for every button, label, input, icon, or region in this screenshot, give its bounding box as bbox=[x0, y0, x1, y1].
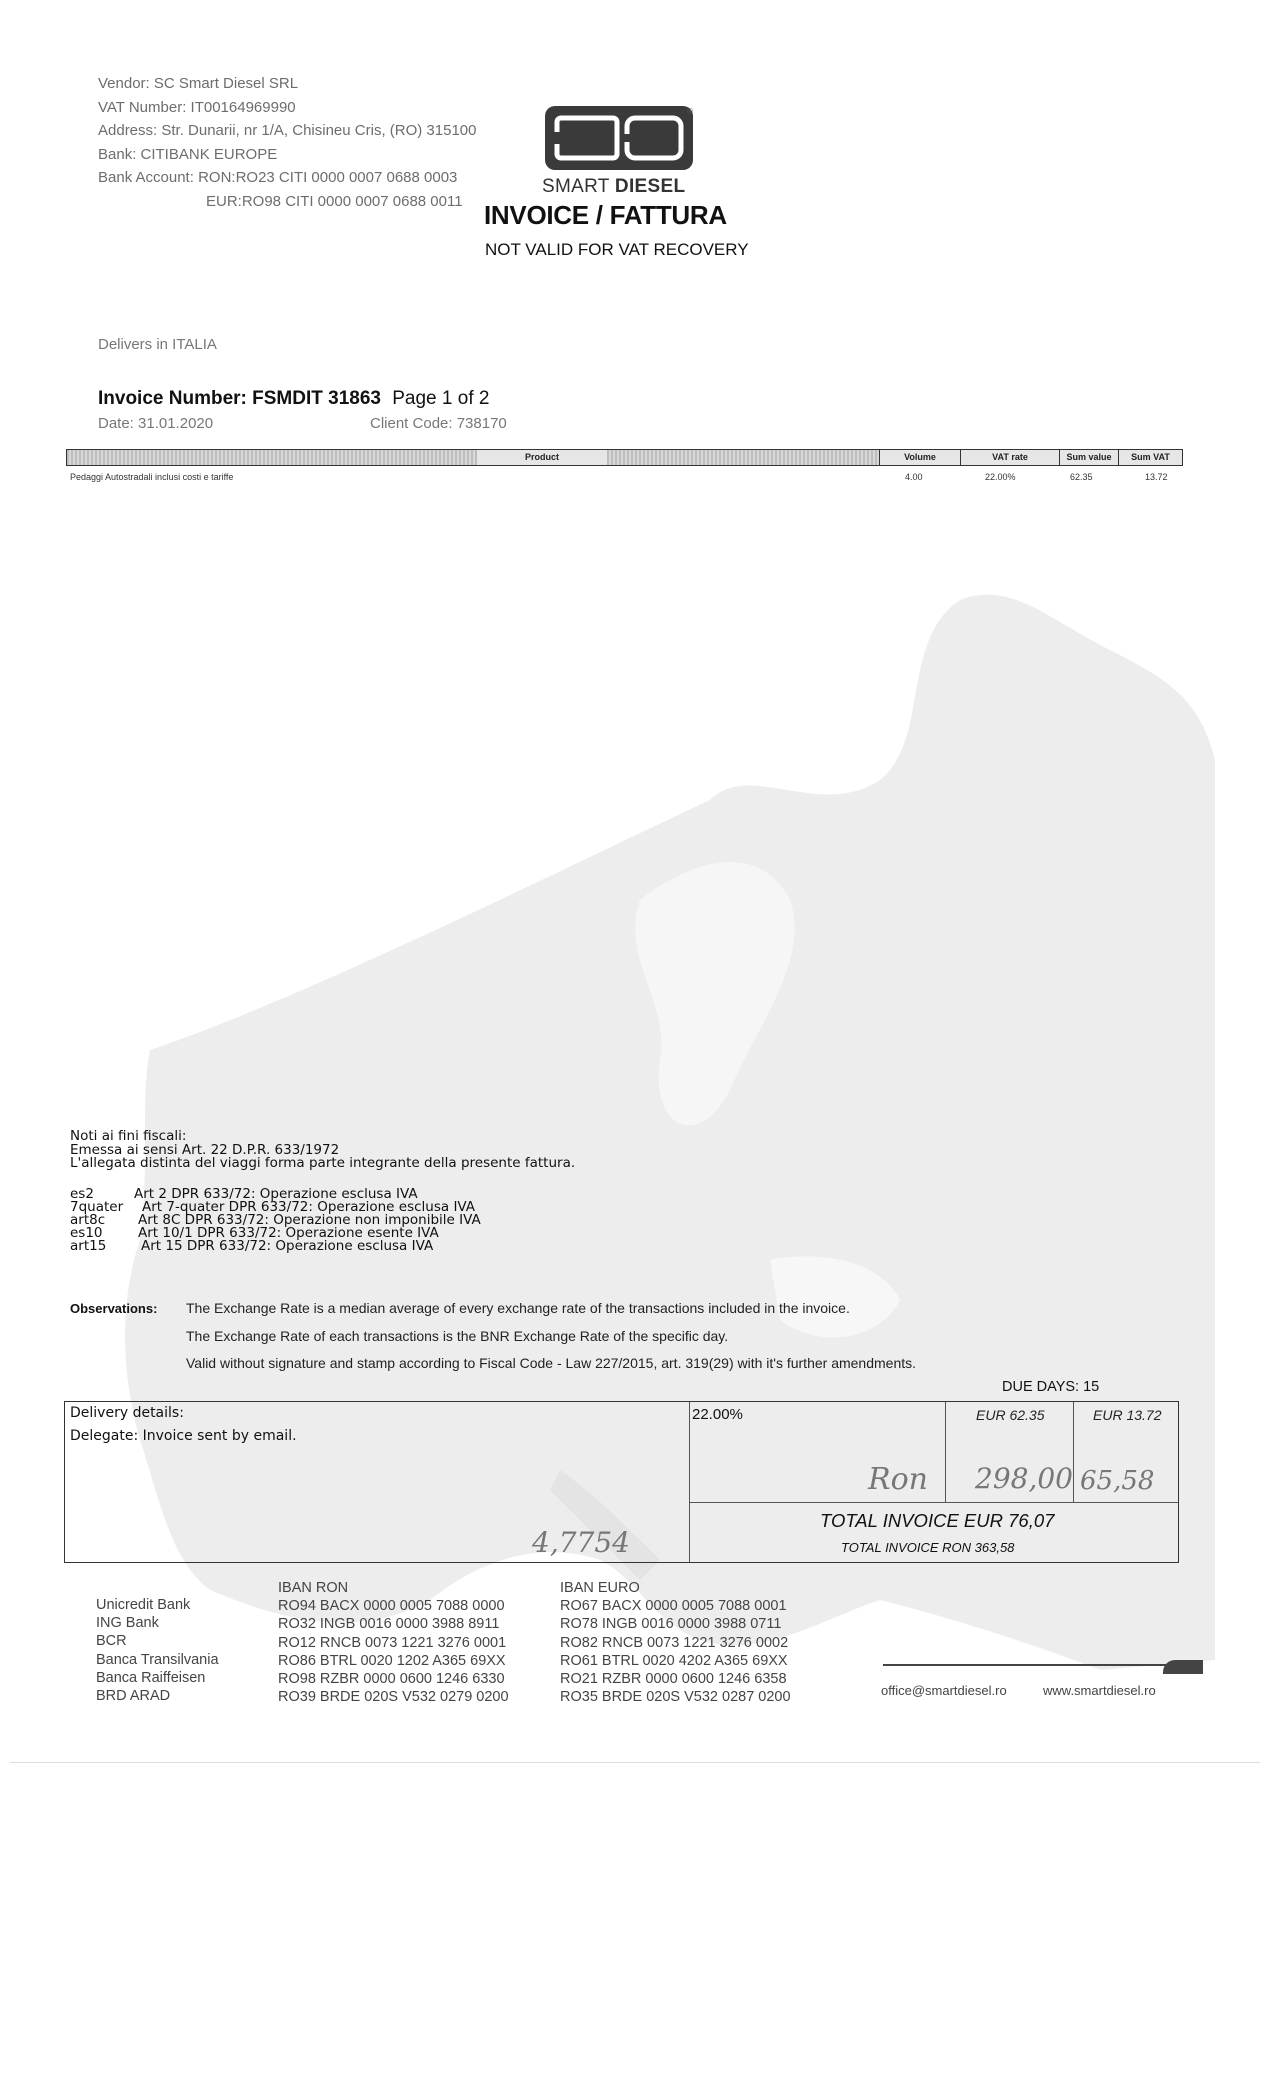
row-volume: 4.00 bbox=[905, 472, 923, 482]
iban-ron: RO94 BACX 0000 0005 7088 0000 bbox=[278, 1598, 505, 1615]
logo-word-diesel: DIESEL bbox=[614, 176, 686, 197]
invoice-number: Invoice Number: FSMDIT 31863 bbox=[98, 388, 381, 409]
iban-ron: RO86 BTRL 0020 1202 A365 69XX bbox=[278, 1652, 506, 1669]
delivery-details: Delivery details: bbox=[70, 1405, 184, 1421]
bank-name: ING Bank bbox=[96, 1615, 159, 1632]
col-sum-value: Sum value bbox=[1059, 450, 1118, 465]
delivers-in: Delivers in ITALIA bbox=[98, 336, 217, 353]
iban-eur: RO61 BTRL 0020 4202 A365 69XX bbox=[560, 1652, 788, 1669]
col-product: Product bbox=[477, 450, 607, 465]
notes-attachment: L'allegata distinta del viaggi forma parte integrante della presente fattura. bbox=[70, 1155, 576, 1171]
row-product: Pedaggi Autostradali inclusi costi e tariffe bbox=[70, 472, 234, 482]
row-vat-rate: 22.00% bbox=[985, 472, 1016, 482]
bank-name: BRD ARAD bbox=[96, 1688, 171, 1705]
vendor-vat: VAT Number: IT00164969990 bbox=[98, 98, 296, 116]
code-item bbox=[70, 1240, 433, 1253]
registered-mark: ® bbox=[687, 107, 693, 116]
product-table-header bbox=[66, 449, 1183, 466]
invoice-date: Date: 31.01.2020 bbox=[98, 415, 214, 432]
code-text: Art 7-quater DPR 633/72: Operazione esclusa IVA bbox=[142, 1199, 476, 1215]
code-text: Art 8C DPR 633/72: Operazione non imponibile IVA bbox=[138, 1212, 481, 1228]
iban-ron-header: IBAN RON bbox=[278, 1580, 349, 1596]
summary-vat-rate: 22.00% bbox=[692, 1406, 743, 1423]
col-vat-rate: VAT rate bbox=[960, 450, 1059, 465]
row-sum-vat: 13.72 bbox=[1145, 472, 1168, 482]
handwritten-exchange-rate: 4,7754 bbox=[532, 1526, 630, 1559]
vendor-bank: Bank: CITIBANK EUROPE bbox=[98, 145, 278, 163]
iban-eur-header: IBAN EURO bbox=[560, 1580, 640, 1596]
contact-website[interactable]: www.smartdiesel.ro bbox=[1043, 1683, 1156, 1698]
logo-word-smart: SMART bbox=[542, 176, 610, 197]
logo-wordmark bbox=[542, 176, 685, 198]
iban-ron: RO12 RNCB 0073 1221 3276 0001 bbox=[278, 1634, 507, 1651]
code-key: es2 bbox=[70, 1186, 94, 1202]
iban-ron: RO39 BRDE 020S V532 0279 0200 bbox=[278, 1689, 509, 1706]
col-volume: Volume bbox=[879, 450, 960, 465]
vendor-account-ron: Bank Account: RON:RO23 CITI 0000 0007 0688 0003 bbox=[98, 169, 458, 186]
iban-eur: RO21 RZBR 0000 0600 1246 6358 bbox=[560, 1671, 787, 1688]
iban-ron: RO98 RZBR 0000 0600 1246 6330 bbox=[278, 1671, 505, 1688]
sheet-edge bbox=[10, 1762, 1260, 1763]
contact-divider bbox=[883, 1664, 1203, 1666]
notes-heading: Noti ai fini fiscali: bbox=[70, 1128, 187, 1144]
delegate: Delegate: Invoice sent by email. bbox=[70, 1428, 297, 1444]
code-key: 7quater bbox=[70, 1199, 124, 1215]
vendor-account-eur: EUR:RO98 CITI 0000 0007 0688 0011 bbox=[206, 192, 463, 210]
code-text: Art 2 DPR 633/72: Operazione esclusa IVA bbox=[134, 1186, 418, 1202]
code-text: Art 15 DPR 633/72: Operazione esclusa IVA bbox=[141, 1238, 434, 1254]
observation-line: The Exchange Rate of each transactions is the BNR Exchange Rate of the specific day. bbox=[186, 1328, 729, 1344]
fiscal-notes bbox=[70, 1130, 575, 1171]
bank-name: BCR bbox=[96, 1633, 127, 1650]
row-sum-value: 62.35 bbox=[1070, 472, 1093, 482]
bank-name: Unicredit Bank bbox=[96, 1597, 191, 1613]
client-code: Client Code: 738170 bbox=[370, 415, 507, 432]
contact-email[interactable]: office@smartdiesel.ro bbox=[881, 1683, 1007, 1698]
iban-eur: RO35 BRDE 020S V532 0287 0200 bbox=[560, 1689, 791, 1706]
iban-ron: RO32 INGB 0016 0000 3988 8911 bbox=[278, 1616, 500, 1633]
due-days: DUE DAYS: 15 bbox=[1002, 1379, 1100, 1395]
invoice-subtitle: NOT VALID FOR VAT RECOVERY bbox=[485, 240, 749, 259]
col-sum-vat: Sum VAT bbox=[1118, 450, 1182, 465]
handwritten-ron: Ron bbox=[868, 1462, 928, 1497]
smart-diesel-logo bbox=[545, 104, 697, 176]
handwritten-ron-vat: 65,58 bbox=[1080, 1466, 1155, 1496]
bank-name: Banca Transilvania bbox=[96, 1651, 219, 1668]
bank-name: Banca Raiffeisen bbox=[96, 1669, 206, 1686]
iban-eur: RO78 INGB 0016 0000 3988 0711 bbox=[560, 1616, 782, 1633]
code-key: art15 bbox=[70, 1238, 107, 1254]
vendor-block bbox=[98, 72, 477, 213]
notes-article: Emessa ai sensi Art. 22 D.P.R. 633/1972 bbox=[70, 1141, 340, 1158]
iban-eur-column bbox=[560, 1579, 791, 1706]
iban-ron-column bbox=[278, 1579, 509, 1706]
page-indicator: Page 1 of 2 bbox=[392, 388, 490, 409]
total-invoice-eur: TOTAL INVOICE EUR 76,07 bbox=[820, 1510, 1055, 1531]
observation-line: Valid without signature and stamp according to Fiscal Code - Law 227/2015, art. 319(29) with it's further amendments. bbox=[186, 1355, 917, 1371]
bank-names bbox=[96, 1596, 219, 1705]
code-key: es10 bbox=[70, 1225, 103, 1241]
observations-label: Observations: bbox=[70, 1301, 158, 1316]
observation-line: The Exchange Rate is a median average of every exchange rate of the transactions included in the invoice. bbox=[186, 1300, 850, 1316]
iban-eur: RO67 BACX 0000 0005 7088 0001 bbox=[560, 1598, 787, 1615]
iban-eur: RO82 RNCB 0073 1221 3276 0002 bbox=[560, 1634, 789, 1651]
vendor-address: Address: Str. Dunarii, nr 1/A, Chisineu Cris, (RO) 315100 bbox=[98, 122, 477, 139]
code-key: art8c bbox=[70, 1212, 106, 1228]
summary-eur-vat: EUR 13.72 bbox=[1093, 1407, 1162, 1423]
invoice-number-line bbox=[98, 388, 489, 410]
contact-tab bbox=[1163, 1660, 1203, 1674]
code-text: Art 10/1 DPR 633/72: Operazione esente IVA bbox=[138, 1225, 439, 1241]
handwritten-ron-value: 298,00 bbox=[975, 1462, 1073, 1495]
summary-eur-value: EUR 62.35 bbox=[976, 1407, 1045, 1423]
total-invoice-ron: TOTAL INVOICE RON 363,58 bbox=[841, 1540, 1015, 1555]
vendor-name: Vendor: SC Smart Diesel SRL bbox=[98, 75, 299, 92]
invoice-title: INVOICE / FATTURA bbox=[484, 200, 727, 230]
